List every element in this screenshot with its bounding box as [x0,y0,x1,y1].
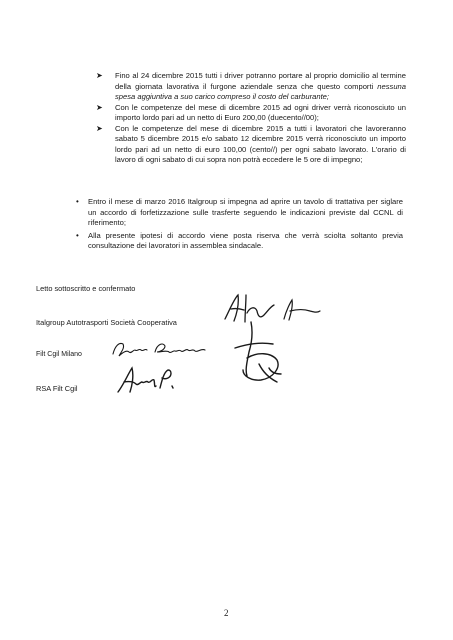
dot-bullet-icon: • [76,230,79,240]
signatory-company: Italgroup Autotrasporti Società Cooperativa [36,318,177,327]
arrow-bullet-icon: ➤ [96,102,103,112]
additional-terms-list [76,197,403,252]
term-text: Con le competenze del mese di dicembre 2015 a tutti i lavoratori che lavoreranno sabato 5 dicembre 2015 e/o sabato 12 dicembre 2015 verrà riconosciuto un importo lordo pari ad un netto di euro 100,00 (cento//) per ogni sabato lavorato. L'orario di lavoro di ogni sabato di cui sopra non potrà eccedere le 5 ore di impegno; [115,123,406,165]
agreement-terms-list [96,71,406,166]
signatory-rsa: RSA Filt Cgil [36,384,78,393]
arrow-bullet-icon: ➤ [96,71,103,80]
agreement-term [96,103,406,124]
signatory-filt-milano: Filt Cgil Milano [36,351,82,358]
signature-rsa [114,364,178,396]
term-text: Con le competenze del mese di dicembre 2015 ad ogni driver verrà riconosciuto un importo lordo pari ad un netto di Euro 200,00 (duecento//00); [115,102,406,123]
additional-term [76,197,403,229]
dot-bullet-icon: • [76,197,79,206]
arrow-bullet-icon: ➤ [96,123,103,133]
page-number: 2 [224,608,229,618]
agreement-term [96,71,406,103]
closing-statement: Letto sottoscritto e confermato [36,284,136,293]
agreement-term [96,124,406,166]
signature-filt-milano [109,338,213,360]
additional-term-text: Alla presente ipotesi di accordo viene posta riserva che verrà sciolta soltanto previa consultazione dei lavoratori in assemblea sindacale. [88,230,403,251]
term-text-italic: nessuna spesa aggiuntiva a suo carico compreso il costo del carburante; [115,81,406,102]
additional-term [76,231,403,252]
additional-term-text: Entro il mese di marzo 2016 Italgroup si impegna ad aprire un tavolo di trattativa per siglare un accordo di forfetizzazione sulle trasferte seguendo le indicazioni previste dal CCNL di riferimento; [88,197,403,228]
term-text: Fino al 24 dicembre 2015 tutti i driver potranno portare al proprio domicilio al termine della giornata lavorativa il furgone aziendale senza che questo comporti [115,71,406,91]
signature-large [229,318,289,390]
